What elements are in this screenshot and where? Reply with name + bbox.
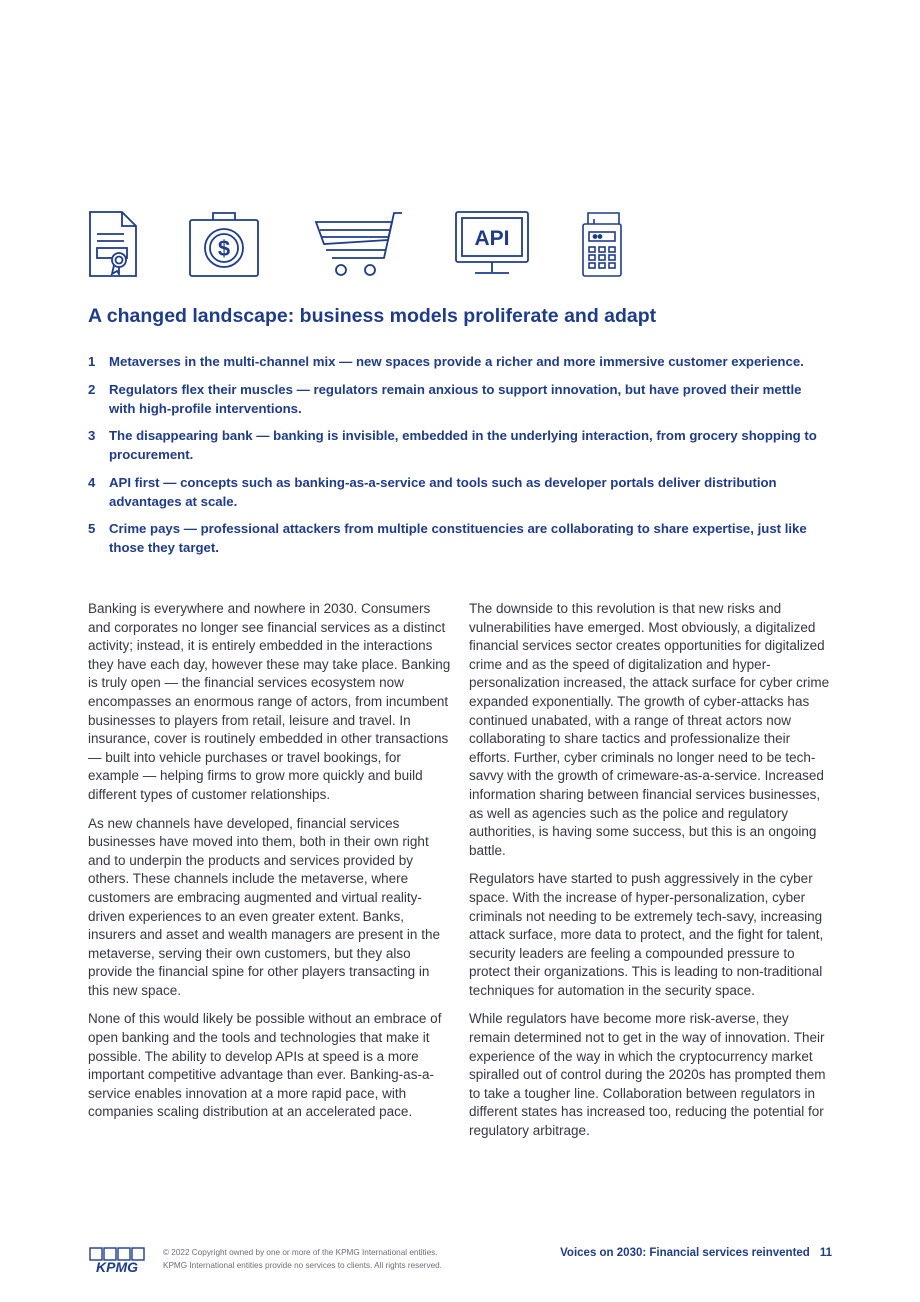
certificate-document-icon	[88, 210, 138, 278]
body-paragraph: None of this would likely be possible without an embrace of open banking and the tools and technologies that make it possible. The ability to develop APIs at speed is a more important competitive advantage than ever. Banking-as-a-service enables innovation at a more rapid pace, with companies scaling distribution at an accelerated pace.	[88, 1011, 442, 1120]
icon-row	[88, 210, 648, 278]
list-item-number: 2	[88, 381, 96, 397]
body-paragraph: While regulators have become more risk-averse, they remain determined not to get in the way of innovation. Their experience of the way in which the cryptocurrency market spiralled out of control during the 2020s has prompted them to take a tougher line. Collaboration between regulators in different states has increased too, reducing the potential for regulatory arbitrage.	[469, 1011, 826, 1139]
key-points-list	[88, 352, 828, 566]
copyright-notice	[163, 1247, 442, 1272]
api-label: API	[474, 227, 510, 250]
list-item-number: 5	[88, 521, 96, 536]
copyright-line: © 2022 Copyright owned by one or more of the KPMG International entities.	[163, 1248, 438, 1257]
list-item-text: Regulators flex their muscles — regulators remain anxious to support innovation, but have proved their mettle with high-profile interventions.	[109, 381, 802, 416]
body-paragraph: Regulators have started to push aggressively in the cyber space. With the increase of hyper-personalization, cyber criminals not needing to be extremely tech-savy, increasing attack surface, more data to protect, and the fight for talent, security leaders are feeling a compounded pressure to protect their organizations. This is leading to non-traditional techniques for automation in the security space.	[469, 871, 824, 998]
list-item-text: The disappearing bank — banking is invisible, embedded in the underlying interaction, from grocery shopping to procurement.	[109, 428, 817, 462]
list-item	[88, 473, 828, 511]
svg-text:KPMG: KPMG	[96, 1259, 138, 1273]
list-item-number: 1	[88, 354, 96, 369]
list-item	[88, 426, 828, 464]
shopping-cart-icon	[314, 210, 404, 278]
list-item	[88, 519, 828, 557]
list-item-text: Metaverses in the multi-channel mix — new spaces provide a richer and more immersive customer experience.	[109, 354, 804, 369]
body-paragraph: Banking is everywhere and nowhere in 2030. Consumers and corporates no longer see financial services as a distinct activity; instead, it is entirely embedded in the interactions they have each day, however these may take place. Banking is truly open — the financial services ecosystem now encompasses an enormous range of actors, from incumbent businesses to players from retail, leisure and travel. In insurance, cover is routinely embedded in other transactions — built into vehicle purchases or travel bookings, for example — helping firms to grow more quickly and build different types of customer relationships.	[88, 601, 451, 802]
body-paragraph: As new channels have developed, financial services businesses have moved into them, both in their own right and to underpin the products and services provided by others. These channels include the metaverse, where customers are embracing augmented and virtual reality-driven experiences to an even greater extent. Banks, insurers and asset and wealth managers are present in the metaverse, serving their own customers, but they also provide the financial spine for other players transacting in this new space.	[88, 815, 440, 998]
right-body-column	[469, 600, 833, 1151]
section-heading: A changed landscape: business models proliferate and adapt	[88, 305, 657, 327]
document-title: Voices on 2030: Financial services reinvented	[560, 1247, 810, 1259]
body-paragraph: The downside to this revolution is that new risks and vulnerabilities have emerged. Most obviously, a digitalized financial services sector creates opportunities for digitalized crime and as the speed of digitalization and hyper-personalization increased, the attack surface for cyber crime expanded exponentially. The growth of cyber-attacks has continued unabated, with a range of threat actors now collaborating to share tactics and professionalize their efforts. Further, cyber criminals no longer need to be tech-savvy with the growth of crimeware-as-a-service. Increased information sharing between financial services businesses, as well as agencies such as the police and regulatory authorities, is having some success, but this is an ongoing battle.	[469, 601, 830, 858]
running-footer	[560, 1247, 832, 1259]
list-item-number: 4	[88, 474, 96, 490]
card-terminal-icon	[582, 210, 622, 278]
api-monitor-icon	[455, 210, 529, 278]
list-item-text: API first — concepts such as banking-as-a-service and tools such as developer portals deliver distribution advantages at scale.	[109, 474, 777, 509]
list-item	[88, 380, 828, 418]
copyright-line: KPMG International entities provide no services to clients. All rights reserved.	[163, 1260, 442, 1270]
list-item	[88, 352, 828, 371]
list-item-text: Crime pays — professional attackers from multiple constituencies are collaborating to share expertise, just like those they target.	[109, 521, 807, 555]
kpmg-logo	[88, 1247, 146, 1278]
page-number: 11	[819, 1247, 832, 1259]
svg-text:$: $	[217, 236, 231, 261]
left-body-column	[88, 600, 452, 1132]
list-item-number: 3	[88, 428, 96, 443]
dollar-briefcase-icon	[189, 210, 259, 278]
